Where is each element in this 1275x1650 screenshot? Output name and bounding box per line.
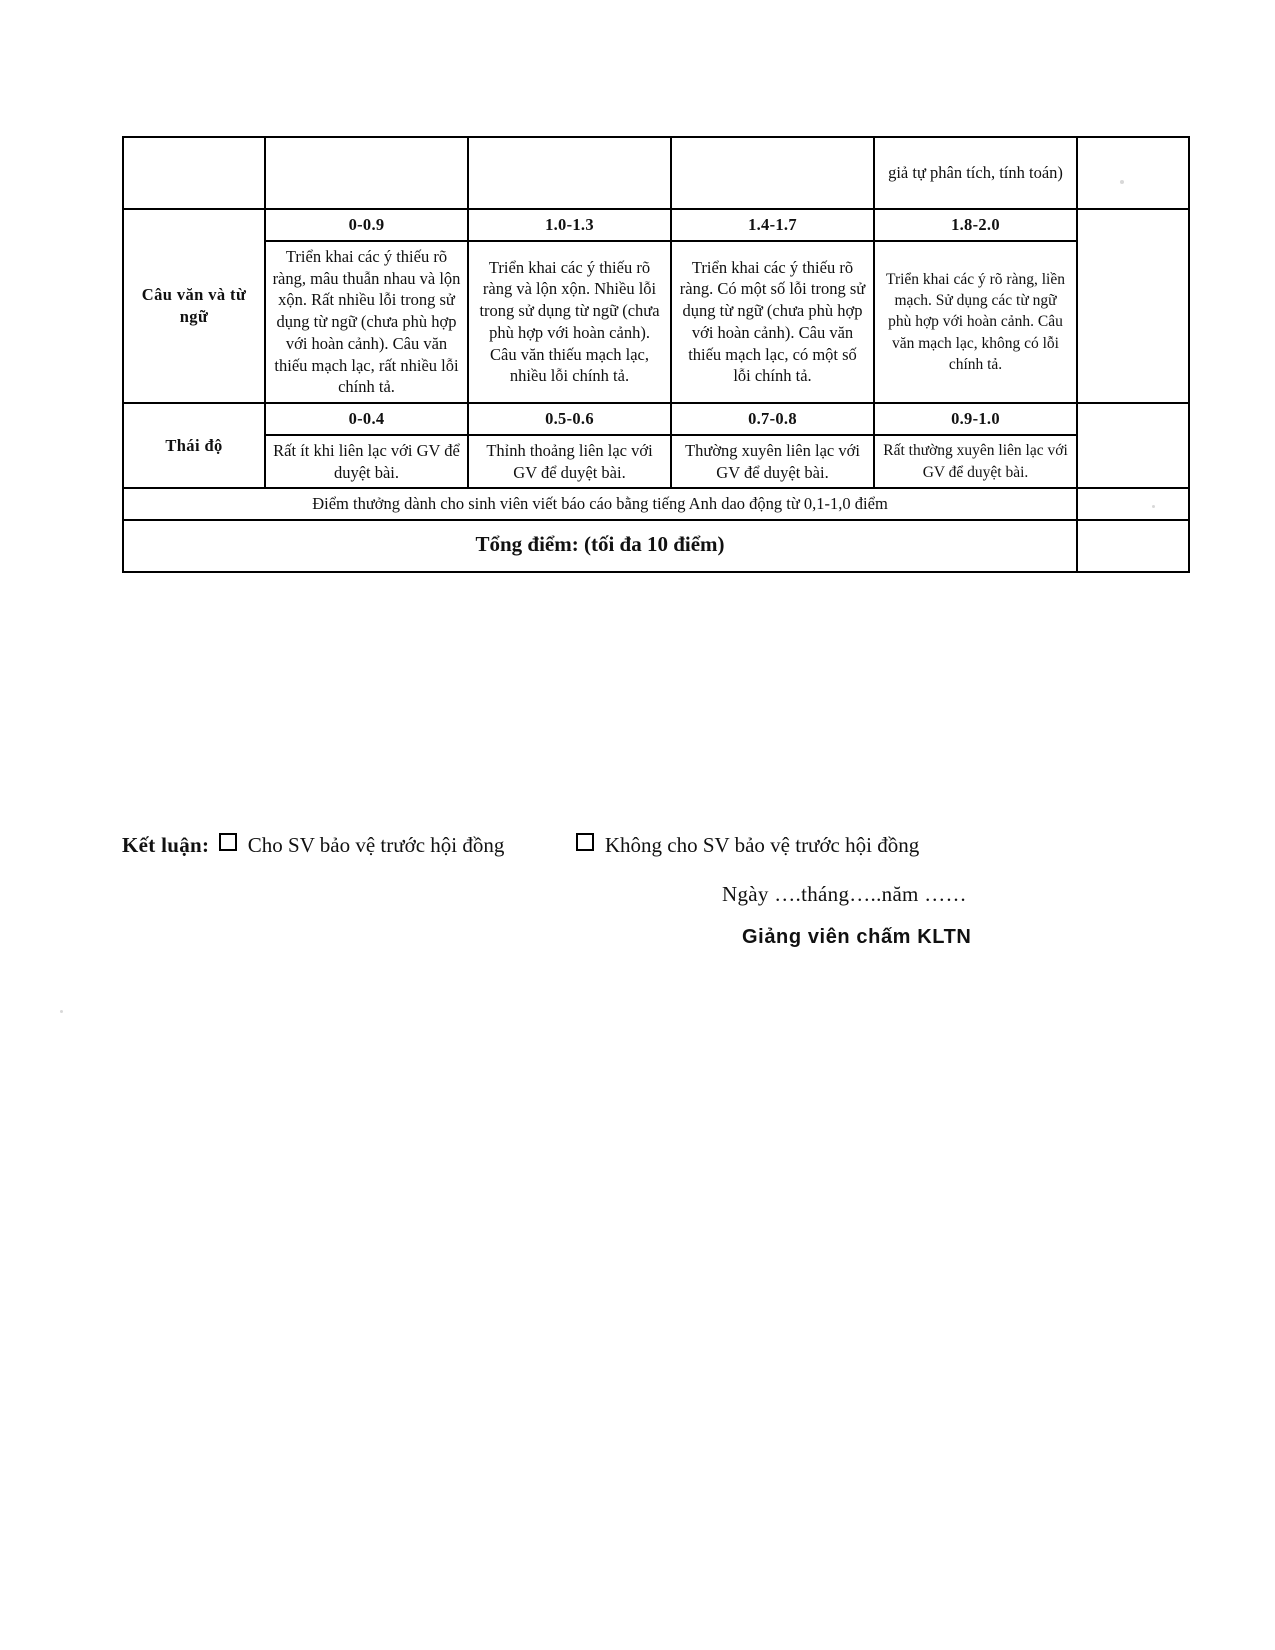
table-row-ranges-2 [123,403,1189,435]
description-1-1: Triển khai các ý thiếu rõ ràng, mâu thuẫn nhau và lộn xộn. Rất nhiều lỗi trong sử dụng từ ngữ (chưa phù hợp với hoàn cảnh). Câu văn thiếu mạch lạc, rất nhiều lỗi chính tả. [265,241,468,403]
range-1-3: 1.4-1.7 [671,209,874,241]
cell-band2-empty [468,137,671,209]
range-2-3: 0.7-0.8 [671,403,874,435]
conclusion-line [122,832,1122,859]
range-1-4: 1.8-2.0 [874,209,1077,241]
range-1-1: 0-0.9 [265,209,468,241]
table-row-total [123,520,1189,572]
scan-speck [1152,505,1155,508]
conclusion-option-yes[interactable]: Cho SV bảo vệ trước hội đồng [247,833,505,857]
conclusion-option-no[interactable]: Không cho SV bảo vệ trước hội đồng [604,833,920,857]
description-1-3: Triển khai các ý thiếu rõ ràng. Có một số lỗi trong sử dụng từ ngữ (chưa phù hợp với hoàn cảnh). Câu văn thiếu mạch lạc, có một số lỗi chính tả. [671,241,874,403]
description-2-3: Thường xuyên liên lạc với GV để duyệt bài. [671,435,874,489]
table-row-continued [123,137,1189,209]
total-score-cell[interactable] [1077,520,1189,572]
description-1-4: Triển khai các ý rõ ràng, liền mạch. Sử dụng các từ ngữ phù hợp với hoàn cảnh. Câu văn mạch lạc, không có lỗi chính tả. [874,241,1077,403]
signer-title: Giảng viên chấm KLTN [742,926,972,948]
description-1-2: Triển khai các ý thiếu rõ ràng và lộn xộn. Nhiều lỗi trong sử dụng từ ngữ (chưa phù hợp với hoàn cảnh). Câu văn thiếu mạch lạc, nhiều lỗi chính tả. [468,241,671,403]
cell-criterion-empty [123,137,265,209]
table-row-bonus [123,488,1189,520]
bonus-score-cell[interactable] [1077,488,1189,520]
description-2-4: Rất thường xuyên liên lạc với GV để duyệt bài. [874,435,1077,489]
cell-score-empty [1077,137,1189,209]
score-cell-1[interactable] [1077,209,1189,403]
criterion-label-1: Câu văn và từ ngữ [123,209,265,403]
cell-band4-continued: giả tự phân tích, tính toán) [874,137,1077,209]
checkbox-approve-icon[interactable] [219,833,237,851]
bonus-text: Điểm thưởng dành cho sinh viên viết báo cáo bằng tiếng Anh dao động từ 0,1-1,0 điểm [123,488,1077,520]
range-2-2: 0.5-0.6 [468,403,671,435]
date-line: Ngày ….tháng…..năm …… [722,882,967,906]
conclusion-label: Kết luận: [122,833,210,857]
scan-speck [1120,180,1124,184]
table-row-descriptions-1 [123,241,1189,403]
total-label: Tổng điểm: (tối đa 10 điểm) [123,520,1077,572]
cell-band1-empty [265,137,468,209]
table-row-ranges-1 [123,209,1189,241]
score-cell-2[interactable] [1077,403,1189,488]
criterion-label-2: Thái độ [123,403,265,488]
range-2-4: 0.9-1.0 [874,403,1077,435]
checkbox-reject-icon[interactable] [576,833,594,851]
description-2-2: Thỉnh thoảng liên lạc với GV để duyệt bài. [468,435,671,489]
rubric-table-container [122,136,1088,573]
range-2-1: 0-0.4 [265,403,468,435]
cell-band3-empty [671,137,874,209]
description-2-1: Rất ít khi liên lạc với GV để duyệt bài. [265,435,468,489]
scan-speck [60,1010,63,1013]
table-row-descriptions-2 [123,435,1189,489]
rubric-table [122,136,1190,573]
range-1-2: 1.0-1.3 [468,209,671,241]
